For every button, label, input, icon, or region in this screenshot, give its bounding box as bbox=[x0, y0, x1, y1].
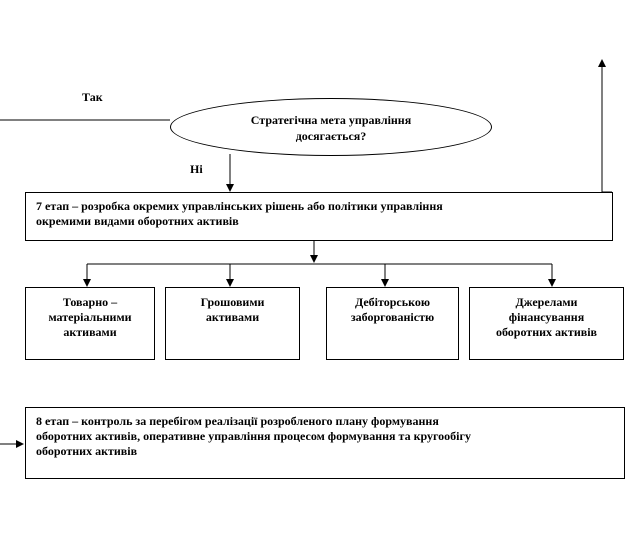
sub-box-inventory bbox=[25, 287, 155, 360]
sub-box-inventory-line2: матеріальними bbox=[48, 310, 132, 324]
no-label: Ні bbox=[190, 162, 203, 176]
stage7-line1: 7 етап – розробка окремих управлінських рішень або політики управління bbox=[36, 199, 443, 213]
yes-label: Так bbox=[82, 90, 103, 104]
sub-box-cash bbox=[165, 287, 300, 360]
stage7-line2: окремими видами оборотних активів bbox=[36, 214, 239, 228]
sub-box-receivables bbox=[326, 287, 459, 360]
sub-box-receivables-line1: Дебіторською bbox=[354, 295, 431, 309]
sub-box-cash-line2: активами bbox=[205, 310, 260, 324]
sub-box-financing-line1: Джерелами bbox=[515, 295, 578, 309]
stage7-box bbox=[25, 192, 613, 241]
stage8-line2: оборотних активів, оперативне управління процесом формування та кругообігу bbox=[36, 429, 471, 443]
sub-box-financing bbox=[469, 287, 624, 360]
stage8-line1: 8 етап – контроль за перебігом реалізації розробленого плану формування bbox=[36, 414, 439, 428]
sub-box-inventory-line1: Товарно – bbox=[62, 295, 118, 309]
stage8-box bbox=[25, 407, 625, 479]
sub-box-receivables-line2: заборгованістю bbox=[350, 310, 435, 324]
sub-box-financing-line3: оборотних активів bbox=[495, 325, 598, 339]
decision-text bbox=[195, 112, 467, 144]
sub-box-inventory-line3: активами bbox=[63, 325, 117, 339]
stage8-line3: оборотних активів bbox=[36, 444, 138, 458]
sub-box-cash-line1: Грошовими bbox=[200, 295, 265, 309]
decision-text-line1: Стратегічна мета управління bbox=[250, 113, 412, 127]
sub-box-financing-line2: фінансування bbox=[508, 310, 585, 324]
decision-text-line2: досягається? bbox=[295, 129, 367, 143]
